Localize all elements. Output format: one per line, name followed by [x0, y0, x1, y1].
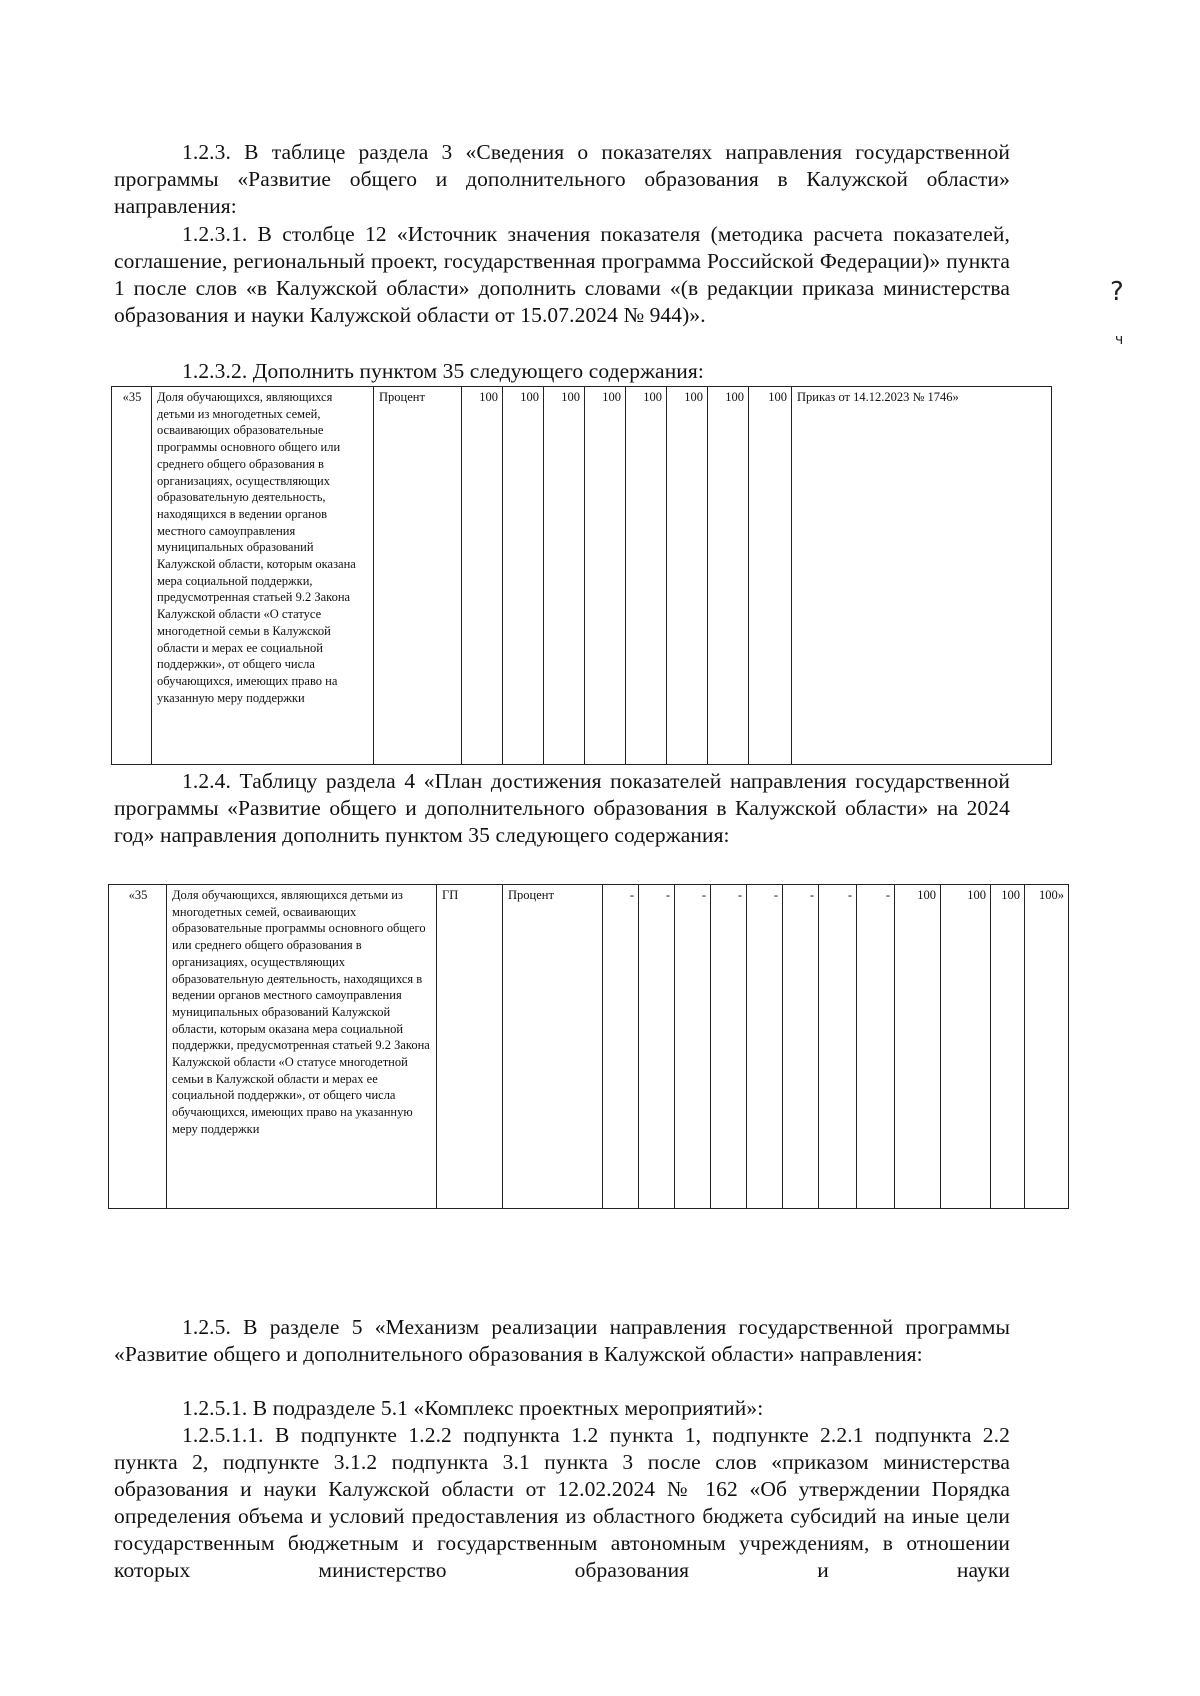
- indicators-table: [111, 386, 1052, 765]
- month-value-cell: 100: [991, 885, 1025, 1209]
- paragraph-1-2-5-1: 1.2.5.1. В подразделе 5.1 «Комплекс проектных мероприятий»:: [182, 1396, 764, 1420]
- month-value-cell: -: [675, 885, 711, 1209]
- value-cell: 100: [708, 387, 749, 765]
- row-number: «35: [109, 885, 167, 1209]
- value-cell: 100: [585, 387, 626, 765]
- value-cell: 100: [749, 387, 792, 765]
- paragraph-1-2-3-1: 1.2.3.1. В столбце 12 «Источник значения показателя (методика расчета показателей, соглашение, региональный проект, государственная программа Российской Федерации)» пункта 1 после слов «в Калужской области» дополнить словами «(в редакции приказа министерства образования и науки Калужской области от 15.07.2024 № 944)».: [114, 222, 1010, 327]
- paragraph-1-2-3-2: 1.2.3.2. Дополнить пунктом 35 следующего содержания:: [182, 359, 704, 383]
- handwritten-mark: ч: [1115, 332, 1124, 348]
- paragraph-1-2-5-1-1: 1.2.5.1.1. В подпункте 1.2.2 подпункта 1.2 пункта 1, подпункте 2.2.1 подпункта 2.2 пункта 2, подпункте 3.1.2 подпункта 3.1 пункта 3 после слов «приказом министерства образования и науки Калужской области от 12.02.2024 № 162 «Об утверждении Порядка определения объема и условий предоставления из областного бюджета субсидий на иные цели государственным бюджетным и государственным автономным учреждениям, в отношении которых министерство образования и науки: [114, 1423, 1010, 1582]
- month-value-cell: 100: [941, 885, 991, 1209]
- value-cell: 100: [462, 387, 503, 765]
- value-cell: 100: [544, 387, 585, 765]
- month-value-cell: -: [819, 885, 857, 1209]
- indicator-description: Доля обучающихся, являющихся детьми из многодетных семей, осваивающих образовательные программы основного общего или среднего общего образования в организациях, осуществляющих образовательную деятельность, находящихся в ведении органов местного самоуправления муниципальных образований Калужской области, которым оказана мера социальной поддержки, предусмотренная статьей 9.2 Закона Калужской области «О статусе многодетной семьи в Калужской области и мерах ее социальной поддержки», от общего числа обучающихся, имеющих право на указанную меру поддержки: [167, 885, 437, 1209]
- month-value-cell: -: [747, 885, 783, 1209]
- month-value-cell: -: [603, 885, 639, 1209]
- paragraph-1-2-4: 1.2.4. Таблицу раздела 4 «План достижения показателей направления государственной программы «Развитие общего и дополнительного образования в Калужской области» на 2024 год» направления дополнить пунктом 35 следующего содержания:: [114, 769, 1010, 847]
- year-end-value-cell: 100»: [1025, 885, 1069, 1209]
- value-cell: 100: [503, 387, 544, 765]
- month-value-cell: -: [783, 885, 819, 1209]
- paragraph-1-2-3: 1.2.3. В таблице раздела 3 «Сведения о показателях направления государственной программы «Развитие общего и дополнительного образования в Калужской области» направления:: [114, 140, 1010, 218]
- month-value-cell: -: [639, 885, 675, 1209]
- handwritten-question-mark: ?: [1110, 277, 1124, 307]
- month-value-cell: -: [711, 885, 747, 1209]
- value-cell: 100: [626, 387, 667, 765]
- unit-cell: Процент: [374, 387, 462, 765]
- row-number: «35: [112, 387, 152, 765]
- plan-2024-table: [108, 884, 1069, 1209]
- value-cell: 100: [667, 387, 708, 765]
- level-cell: ГП: [437, 885, 503, 1209]
- source-cell: Приказ от 14.12.2023 № 1746»: [792, 387, 1052, 765]
- table-row: [112, 387, 1052, 765]
- month-value-cell: 100: [895, 885, 941, 1209]
- paragraph-1-2-5: 1.2.5. В разделе 5 «Механизм реализации направления государственной программы «Развитие общего и дополнительного образования в Калужской области» направления:: [114, 1315, 1010, 1366]
- unit-cell: Процент: [503, 885, 603, 1209]
- month-value-cell: -: [857, 885, 895, 1209]
- indicator-description: Доля обучающихся, являющихся детьми из многодетных семей, осваивающих образовательные программы основного общего или среднего общего образования в организациях, осуществляющих образовательную деятельность, находящихся в ведении органов местного самоуправления муниципальных образований Калужской области, которым оказана мера социальной поддержки, предусмотренная статьей 9.2 Закона Калужской области «О статусе многодетной семьи в Калужской области и мерах ее социальной поддержки», от общего числа обучающихся, имеющих право на указанную меру поддержки: [152, 387, 374, 765]
- table-row: [109, 885, 1069, 1209]
